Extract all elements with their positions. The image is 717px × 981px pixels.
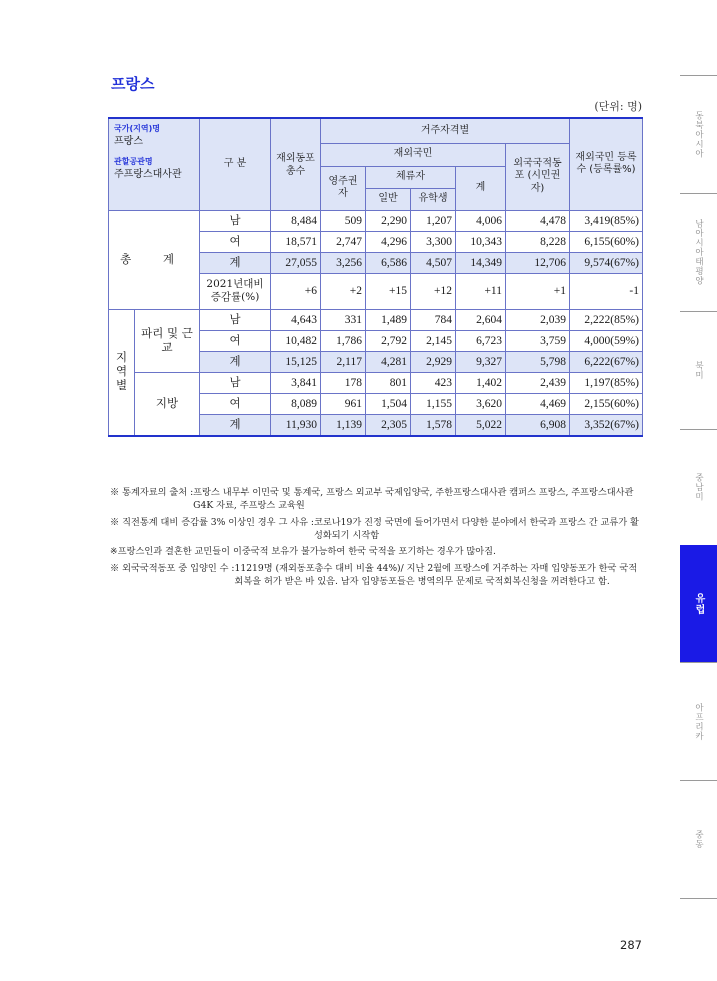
- table-cell: 6,222(67%): [570, 351, 643, 372]
- table-cell: +1: [506, 273, 570, 309]
- table-cell: 6,586: [366, 252, 411, 273]
- table-cell: 1,489: [366, 309, 411, 330]
- sidebar-tab[interactable]: 유럽: [680, 545, 717, 663]
- table-cell: 509: [321, 210, 366, 231]
- sidebar-divider: [680, 898, 717, 899]
- country-name: 프랑스: [114, 135, 143, 147]
- table-cell: 3,300: [411, 231, 456, 252]
- row-label: 여: [200, 231, 271, 252]
- table-cell: 10,482: [271, 330, 321, 351]
- table-cell: 8,484: [271, 210, 321, 231]
- table-cell: 3,419(85%): [570, 210, 643, 231]
- table-cell: 3,352(67%): [570, 414, 643, 436]
- row-label: 남: [200, 210, 271, 231]
- table-cell: 4,281: [366, 351, 411, 372]
- row-label: 여: [200, 393, 271, 414]
- table-cell: 6,723: [456, 330, 506, 351]
- table-cell: 6,155(60%): [570, 231, 643, 252]
- table-cell: 423: [411, 372, 456, 393]
- table-cell: 2,222(85%): [570, 309, 643, 330]
- group-provinces: 지방: [135, 372, 200, 436]
- table-cell: 1,197(85%): [570, 372, 643, 393]
- table-row: [109, 372, 643, 393]
- table-cell: 1,155: [411, 393, 456, 414]
- sidebar-tab[interactable]: 아프리카: [680, 662, 717, 780]
- row-label: 계: [200, 351, 271, 372]
- header-sojourner: 체류자: [366, 166, 456, 188]
- table-cell: 4,469: [506, 393, 570, 414]
- table-cell: 961: [321, 393, 366, 414]
- table-cell: 27,055: [271, 252, 321, 273]
- header-general: 일반: [366, 188, 411, 210]
- sidebar-tab[interactable]: 북미: [680, 311, 717, 429]
- header-student: 유학생: [411, 188, 456, 210]
- row-label: 남: [200, 309, 271, 330]
- footnote-text: 코로나19가 진정 국면에 들어가면서 다양한 분야에서 한국과 프랑스 간 교류가 활성화되기 시작함: [314, 516, 639, 542]
- header-registered: 재외국민 등록수 (등록률%): [570, 118, 643, 210]
- sidebar-tab[interactable]: 중동: [680, 780, 717, 898]
- table-cell: 4,643: [271, 309, 321, 330]
- table-cell: +12: [411, 273, 456, 309]
- group-region: 지 역 별: [109, 309, 135, 436]
- table-cell: 5,798: [506, 351, 570, 372]
- header-country-cell: [109, 118, 200, 210]
- unit-note: (단위: 명): [594, 100, 642, 113]
- footnote-key: ※ 통계자료의 출처 :: [110, 487, 194, 498]
- table-cell: 2,290: [366, 210, 411, 231]
- table-cell: 4,507: [411, 252, 456, 273]
- footnote-text: 프랑스 내무부 이민국 및 통계국, 프랑스 외교부 국제입양국, 주한프랑스대사관 캠퍼스 프랑스, 주프랑스대사관 G4K 자료, 주프랑스 교육원: [193, 487, 634, 512]
- table-cell: +11: [456, 273, 506, 309]
- footnote: [110, 562, 644, 589]
- group-total: 총 계: [109, 210, 200, 309]
- table-cell: 784: [411, 309, 456, 330]
- table-cell: 2,792: [366, 330, 411, 351]
- table-cell: 3,620: [456, 393, 506, 414]
- table-row: [109, 309, 643, 330]
- table-cell: 1,207: [411, 210, 456, 231]
- table-cell: -1: [570, 273, 643, 309]
- footnote: [110, 516, 644, 543]
- table-cell: 2,155(60%): [570, 393, 643, 414]
- table-cell: 331: [321, 309, 366, 330]
- table-cell: 1,402: [456, 372, 506, 393]
- row-label: 여: [200, 330, 271, 351]
- table-cell: 9,574(67%): [570, 252, 643, 273]
- table-cell: 10,343: [456, 231, 506, 252]
- table-cell: 11,930: [271, 414, 321, 436]
- table-cell: 1,786: [321, 330, 366, 351]
- table-header: [109, 118, 643, 210]
- table-cell: 2,117: [321, 351, 366, 372]
- table-cell: 2,747: [321, 231, 366, 252]
- footnote-key: ※: [110, 546, 118, 558]
- table-cell: 2,929: [411, 351, 456, 372]
- table-cell: 6,908: [506, 414, 570, 436]
- sidebar-tab[interactable]: 중남미: [680, 429, 717, 545]
- footnote-text: 프랑스인과 결혼한 교민들이 이중국적 보유가 불가능하여 한국 국적을 포기하는 경우가 많아짐.: [117, 546, 496, 558]
- sidebar-tab[interactable]: 동북아시아: [680, 75, 717, 193]
- page-number: 287: [620, 938, 642, 952]
- header-permanent: 영주권자: [321, 166, 366, 210]
- footnotes: [110, 486, 644, 591]
- office-name: 주프랑스대사관: [114, 169, 182, 181]
- table-cell: 9,327: [456, 351, 506, 372]
- table-cell: 15,125: [271, 351, 321, 372]
- office-tag: 관할공관명: [114, 157, 153, 167]
- row-label: 계: [200, 414, 271, 436]
- footnote-key: ※ 직전통계 대비 증감률 3% 이상인 경우 그 사유 :: [110, 516, 315, 528]
- country-tag: 국가(지역)명: [114, 124, 160, 133]
- header-foreign-national: 외국국적동포 (시민권자): [506, 143, 570, 210]
- table-cell: 2,145: [411, 330, 456, 351]
- table-cell: 14,349: [456, 252, 506, 273]
- table-cell: 801: [366, 372, 411, 393]
- table-cell: 2,039: [506, 309, 570, 330]
- table-cell: 5,022: [456, 414, 506, 436]
- table-cell: 18,571: [271, 231, 321, 252]
- sidebar-tab[interactable]: 남아시아태평양: [680, 193, 717, 311]
- table-cell: 4,000(59%): [570, 330, 643, 351]
- table-cell: +2: [321, 273, 366, 309]
- table-cell: +15: [366, 273, 411, 309]
- table-row: [109, 210, 643, 231]
- row-label: 남: [200, 372, 271, 393]
- table-cell: 1,578: [411, 414, 456, 436]
- footnote-key: ※ 외국국적동포 중 입양인 수 :: [110, 562, 235, 574]
- header-overseas-total: 재외동포 총수: [271, 118, 321, 210]
- table-body: [109, 210, 643, 436]
- table-cell: +6: [271, 273, 321, 309]
- table-cell: 8,089: [271, 393, 321, 414]
- footnote: [110, 486, 644, 513]
- header-division: 구 분: [200, 118, 271, 210]
- table-cell: 2,604: [456, 309, 506, 330]
- table-cell: 1,139: [321, 414, 366, 436]
- header-residence-status: 거주자격별: [321, 118, 570, 143]
- table-cell: 2,305: [366, 414, 411, 436]
- table-cell: 1,504: [366, 393, 411, 414]
- table-cell: 178: [321, 372, 366, 393]
- row-label: 계: [200, 252, 271, 273]
- table-cell: 4,296: [366, 231, 411, 252]
- table-cell: 4,006: [456, 210, 506, 231]
- table-cell: 3,759: [506, 330, 570, 351]
- row-label: 2021년대비 증감률(%): [200, 273, 271, 309]
- page-title: 프랑스: [111, 75, 155, 93]
- header-nationals: 재외국민: [321, 143, 506, 166]
- footnote: [110, 545, 644, 558]
- footnote-text: 11219명 (재외동포총수 대비 비율 44%)/ 지난 2월에 프랑스에 거주하는 자매 입양동포가 한국 국적 회복을 허가 받은 바 있음. 남자 입양동포들은 병역의무 문제로 국적회복신청을 꺼려한다고 함.: [234, 562, 638, 588]
- table-cell: 3,256: [321, 252, 366, 273]
- group-paris: 파리 및 근교: [135, 309, 200, 372]
- table-cell: 4,478: [506, 210, 570, 231]
- table-cell: 3,841: [271, 372, 321, 393]
- statistics-table: [108, 117, 643, 437]
- header-subtotal: 계: [456, 166, 506, 210]
- table-cell: 2,439: [506, 372, 570, 393]
- table-cell: 8,228: [506, 231, 570, 252]
- table-cell: 12,706: [506, 252, 570, 273]
